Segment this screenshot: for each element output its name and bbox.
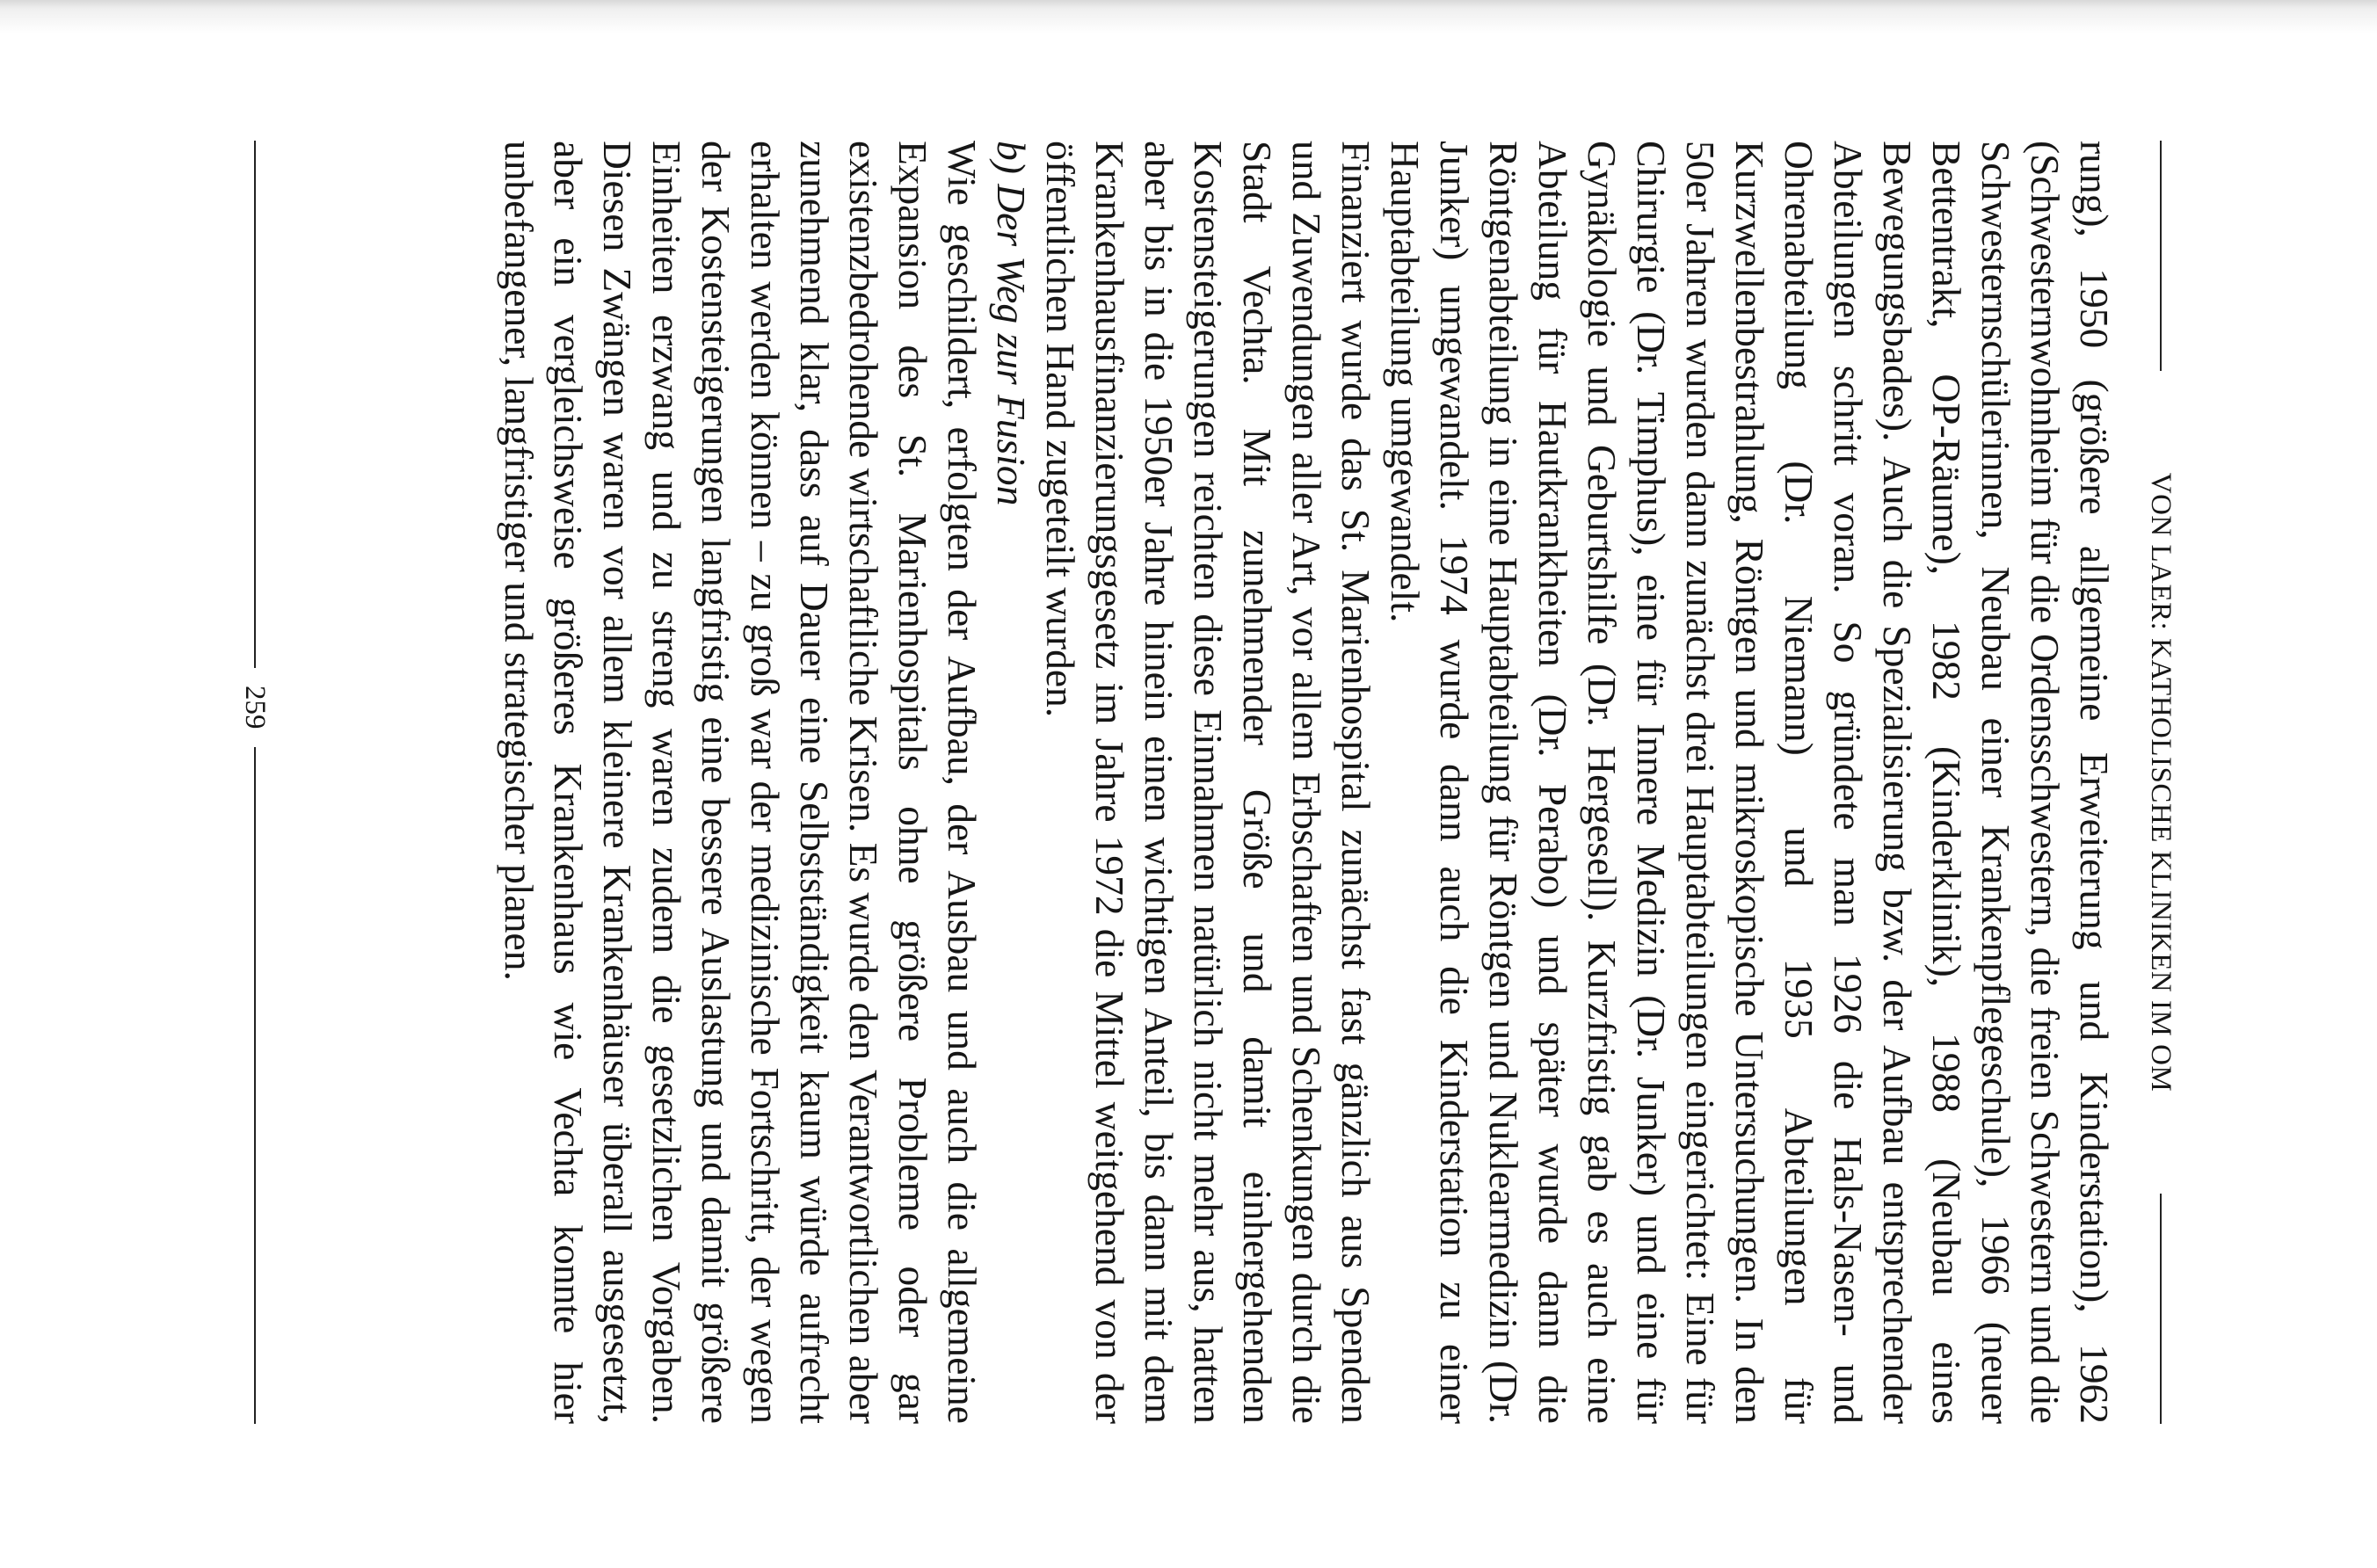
running-head — [2141, 141, 2180, 1424]
page-number: 259 — [239, 686, 272, 730]
section-heading: b) Der Weg zur Fusion — [989, 141, 1034, 506]
paragraph-continuation: rung), 1950 (größere allgemeine Erweiterung und Kinderstation), 1962 (Schwesternwohnheim für die Ordensschwestern, die freien Schwestern und die Schwesternschülerinnen, Neubau einer Krankenpflegeschule), 1966 (neuer Bettentrakt, OP-Räume), 1982 (Kinderklinik), 1988 (Neubau eines Bewegungsbades). Auch die Spezialisierung bzw. der Aufbau entsprechender Abteilungen schritt voran. So gründete man 1926 die Hals-Nasen- und Ohrenabteilung (Dr. Niemann) und 1935 Abteilungen für Kurzwellenbestrahlung, Röntgen und mikroskopische Untersuchungen. In den 50er Jahren wurden dann zunächst drei Hauptabteilungen eingerichtet: Eine für Chirurgie (Dr. Timphus), eine für Innere Medizin (Dr. Junker) und eine für Gynäkologie und Geburtshilfe (Dr. Hergesell). Kurzfristig gab es auch eine Abteilung für Hautkrankheiten (Dr. Perabo) und später wurde dann die Röntgenabteilung in eine Hauptabteilung für Röntgen und Nuklearmedizin (Dr. Junker) umgewandelt. 1974 wurde dann auch die Kinderstation zu einer Hauptabteilung umgewandelt. — [1383, 141, 2117, 1424]
running-head-rule-right — [2160, 1194, 2162, 1424]
scan-edge — [0, 0, 2377, 35]
paragraph-financing: Finanziert wurde das St. Marienhospital zunächst fast gänzlich aus Spenden und Zuwendungen aller Art, vor allem Erbschaften und Schenkungen durch die Stadt Vechta. Mit zunehmender Größe und damit einhergehenden Kostensteigerungen reichten diese Einnahmen natürlich nicht mehr aus, hatten aber bis in die 1950er Jahre hinein einen wichtigen Anteil, bis dann mit dem Krankenhausfinanzierungsgesetz im Jahre 1972 die Mittel weitgehend von der öffentlichen Hand zugeteilt wurden. — [1038, 141, 1378, 1424]
footer-rule-right — [254, 747, 256, 1425]
body-text — [494, 141, 2119, 1424]
book-page — [211, 141, 2180, 1424]
running-head-title: VON LAER: KATHOLISCHE KLINIKEN IM OM — [2145, 472, 2177, 1093]
running-head-rule-left — [2160, 141, 2162, 371]
paragraph-fusion: Wie geschildert, erfolgten der Aufbau, der Ausbau und auch die allgemeine Expansion des St. Marienhospitals ohne größere Probleme oder gar existenzbedrohende wirtschaftliche Krisen. Es wurde den Verantwortlichen aber zunehmend klar, dass auf Dauer eine Selbstständigkeit kaum würde aufrecht erhalten werden können – zu groß war der medizinische Fortschritt, der wegen der Kostensteigerungen langfristig eine bessere Auslastung und damit größere Einheiten erzwang und zu streng waren zudem die gesetzlichen Vorgaben. Diesen Zwängen waren vor allem kleinere Krankenhäuser überall ausgesetzt, aber ein vergleichsweise größeres Krankenhaus wie Vechta konnte hier unbefangener, langfristiger und strategischer planen. — [497, 141, 985, 1424]
page-footer — [236, 141, 274, 1424]
footer-rule-left — [254, 141, 256, 668]
